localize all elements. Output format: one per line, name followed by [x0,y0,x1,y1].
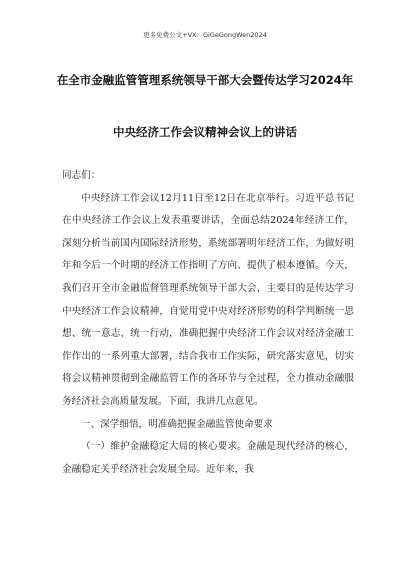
document-title-line-1: 在全市金融监管管理系统领导干部大会暨传达学习2024年 [56,73,354,87]
paragraph-intro: 中央经济工作会议12月11日至12日在北京举行。习近平总书记在中央经济工作会议上发表重要讲话，全面总结2024年经济工作，深刻分析当前国内国际经济形势，系统部署明年经济工作，为做好明年和今后一个时期的经济工作指明了方向、提供了根本遵循。今天，我们召开全市金融监督管理系统领导干部大会，主要目的是传达学习中央经济工作会议精神，自觉用党中央对经济形势的科学判断统一思想、统一意志、统一行动，准确把握中央经济工作会议对经济金融工作作出的一系列重大部署，结合我市工作实际，研究落实意见，切实将会议精神贯彻到金融监管工作的各环节与全过程，全力推动金融服务经济社会高质量发展。下面，我讲几点意见。 [62,192,354,407]
salutation: 同志们： [62,170,101,181]
header-note: 更多免费公文+VX：GiGeGongWen2024 [143,31,267,39]
document-title-line-2: 中央经济工作会议精神会议上的讲话 [113,125,297,139]
section-heading-1: 一、深学细悟，明准确把握金融监管使命要求 [81,418,273,430]
paragraph-subsection-1: （一）维护金融稳定大局的核心要求。金融是现代经济的核心，金融稳定关乎经济社会发展全局。近年来，我 [62,441,354,475]
document-body [62,165,354,481]
